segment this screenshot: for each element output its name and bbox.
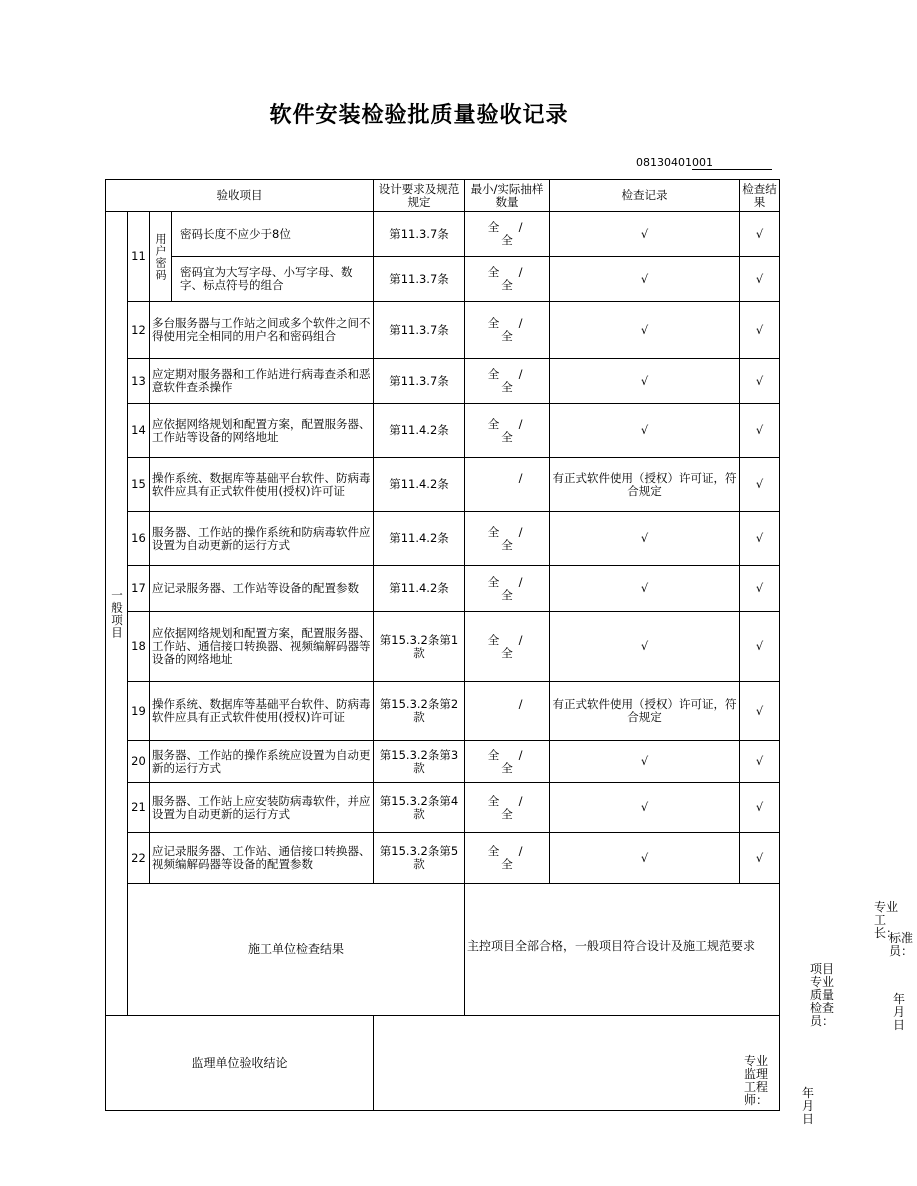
row-spec: 第15.3.2条第2款	[374, 682, 465, 741]
row-description: 多台服务器与工作站之间或多个软件之间不得使用完全相同的用户名和密码组合	[150, 302, 374, 359]
row-record: √	[550, 741, 740, 783]
row-result: √	[740, 612, 780, 682]
row-spec: 第11.4.2条	[374, 566, 465, 612]
row-sample	[465, 404, 550, 458]
sample-separator: /	[518, 470, 523, 485]
row-number: 19	[128, 682, 150, 741]
row-result: √	[740, 783, 780, 833]
sample-separator: /	[518, 844, 523, 858]
header-sample: 最小/实际抽样数量	[465, 180, 550, 212]
row-record: √	[550, 512, 740, 566]
table-row	[106, 359, 780, 404]
document-number-code: 08130401	[636, 156, 692, 169]
row-description: 操作系统、数据库等基础平台软件、防病毒软件应具有正式软件使用(授权)许可证	[150, 458, 374, 512]
sample-separator: /	[518, 747, 523, 762]
row-sample	[465, 257, 550, 302]
page-title: 软件安装检验批质量验收记录	[269, 103, 569, 128]
header-result: 检查结果	[740, 180, 780, 212]
sample-min: 全	[487, 524, 500, 539]
sample-actual: 全	[501, 806, 513, 821]
sample-separator: /	[518, 793, 523, 808]
table-row	[106, 257, 780, 302]
sample-min: 全	[487, 416, 500, 431]
table-row	[106, 783, 780, 833]
foreman-label: 专业工长：	[874, 900, 899, 940]
row-result: √	[740, 682, 780, 741]
row-result: √	[740, 359, 780, 404]
sample-min: 全	[487, 574, 500, 589]
row-result: √	[740, 458, 780, 512]
document-number	[636, 156, 772, 170]
row-number: 18	[128, 612, 150, 682]
sample-actual: 全	[501, 537, 513, 552]
row-number: 13	[128, 359, 150, 404]
row-number: 12	[128, 302, 150, 359]
sample-separator: /	[518, 416, 523, 431]
row-number: 21	[128, 783, 150, 833]
row-spec: 第11.4.2条	[374, 458, 465, 512]
supervision-date: 年 月 日	[802, 1086, 827, 1126]
row-record: √	[550, 359, 740, 404]
row-spec: 第15.3.2条第5款	[374, 833, 465, 884]
table-row	[106, 833, 780, 884]
row-sample	[465, 783, 550, 833]
row-description: 应记录服务器、工作站等设备的配置参数	[150, 566, 374, 612]
sample-separator: /	[518, 697, 523, 711]
row-description: 应依据网络规划和配置方案，配置服务器、工作站等设备的网络地址	[150, 404, 374, 458]
sample-separator: /	[518, 524, 523, 539]
table-row	[106, 302, 780, 359]
row-sample	[465, 512, 550, 566]
row-sample	[465, 682, 550, 741]
supervising-engineer-label: 专业监理工程师：	[744, 1054, 769, 1107]
sample-separator: /	[518, 265, 523, 279]
row-record: √	[550, 404, 740, 458]
row-record: √	[550, 612, 740, 682]
row-number: 15	[128, 458, 150, 512]
table-row	[106, 458, 780, 512]
row-description: 服务器、工作站的操作系统应设置为自动更新的运行方式	[150, 741, 374, 783]
row-record: √	[550, 783, 740, 833]
row-record: √	[550, 302, 740, 359]
row-record: 有正式软件使用（授权）许可证，符合规定	[550, 458, 740, 512]
row-sample	[465, 359, 550, 404]
document-number-suffix: 001	[692, 156, 772, 170]
row-spec: 第15.3.2条第1款	[374, 612, 465, 682]
table-header-row	[106, 180, 780, 212]
row-spec: 第15.3.2条第3款	[374, 741, 465, 783]
sample-min: 全	[487, 793, 500, 808]
table-row	[106, 566, 780, 612]
category-label: 一般项目	[106, 212, 128, 1016]
construction-label: 施工单位检查结果	[128, 884, 465, 1016]
table-row	[106, 612, 780, 682]
row-record: √	[550, 833, 740, 884]
sample-actual: 全	[501, 329, 513, 343]
row-sample	[465, 458, 550, 512]
row-description: 操作系统、数据库等基础平台软件、防病毒软件应具有正式软件使用(授权)许可证	[150, 682, 374, 741]
standard-officer-label: 标准员：	[889, 931, 914, 958]
sample-actual: 全	[501, 760, 513, 775]
table-row	[106, 682, 780, 741]
sample-actual: 全	[501, 380, 513, 394]
sample-actual: 全	[501, 645, 513, 660]
row-number: 14	[128, 404, 150, 458]
sample-separator: /	[518, 632, 523, 647]
row-description: 应记录服务器、工作站、通信接口转换器、视频编解码器等设备的配置参数	[150, 833, 374, 884]
group-label: 用户密码	[150, 212, 172, 302]
sample-separator: /	[518, 367, 523, 381]
row-description: 密码长度不应少于8位	[172, 212, 374, 257]
inspection-table	[105, 179, 917, 1126]
sample-min: 全	[487, 844, 500, 858]
sample-min: 全	[487, 265, 500, 279]
construction-row	[106, 884, 780, 1016]
sample-min: 全	[487, 367, 500, 381]
row-spec: 第11.3.7条	[374, 359, 465, 404]
header-record: 检查记录	[550, 180, 740, 212]
row-result: √	[740, 566, 780, 612]
row-result: √	[740, 741, 780, 783]
sample-separator: /	[518, 316, 523, 330]
row-description: 服务器、工作站上应安装防病毒软件，并应设置为自动更新的运行方式	[150, 783, 374, 833]
header-design: 设计要求及规范规定	[374, 180, 465, 212]
table-row	[106, 212, 780, 257]
row-number: 20	[128, 741, 150, 783]
construction-content	[465, 884, 917, 1032]
construction-date: 年 月 日	[893, 992, 917, 1032]
construction-conclusion: 主控项目全部合格，一般项目符合设计及施工规范要求	[467, 939, 756, 953]
sample-actual: 全	[501, 278, 513, 292]
row-sample	[465, 302, 550, 359]
sample-separator: /	[518, 574, 523, 589]
sample-actual: 全	[501, 857, 513, 871]
row-record: √	[550, 566, 740, 612]
row-number: 22	[128, 833, 150, 884]
row-spec: 第11.4.2条	[374, 512, 465, 566]
sample-min: 全	[487, 316, 500, 330]
table-row	[106, 741, 780, 783]
row-spec: 第11.4.2条	[374, 404, 465, 458]
sample-actual: 全	[501, 587, 513, 602]
header-item: 验收项目	[106, 180, 374, 212]
table-row	[106, 512, 780, 566]
row-description: 密码宜为大写字母、小写字母、数字、标点符号的组合	[172, 257, 374, 302]
sample-actual: 全	[501, 233, 513, 247]
quality-inspector-label: 项目专业质量检查员：	[810, 962, 835, 1028]
row-number: 16	[128, 512, 150, 566]
supervision-row	[106, 1016, 780, 1111]
row-description: 服务器、工作站的操作系统和防病毒软件应设置为自动更新的运行方式	[150, 512, 374, 566]
row-result: √	[740, 212, 780, 257]
row-record: √	[550, 212, 740, 257]
sample-separator: /	[518, 220, 523, 234]
row-spec: 第11.3.7条	[374, 302, 465, 359]
row-sample	[465, 566, 550, 612]
row-result: √	[740, 404, 780, 458]
row-sample	[465, 741, 550, 783]
table-row	[106, 404, 780, 458]
supervision-content	[374, 1016, 827, 1126]
row-record: 有正式软件使用（授权）许可证，符合规定	[550, 682, 740, 741]
supervision-label: 监理单位验收结论	[106, 1016, 374, 1111]
sample-min: 全	[487, 220, 500, 234]
row-result: √	[740, 302, 780, 359]
sample-actual: 全	[501, 429, 513, 444]
sample-min: 全	[487, 747, 500, 762]
row-description: 应定期对服务器和工作站进行病毒查杀和恶意软件查杀操作	[150, 359, 374, 404]
row-spec: 第15.3.2条第4款	[374, 783, 465, 833]
row-result: √	[740, 257, 780, 302]
row-result: √	[740, 833, 780, 884]
row-record: √	[550, 257, 740, 302]
row-spec: 第11.3.7条	[374, 212, 465, 257]
row-sample	[465, 833, 550, 884]
row-spec: 第11.3.7条	[374, 257, 465, 302]
row-number: 11	[128, 212, 150, 302]
row-sample	[465, 612, 550, 682]
row-result: √	[740, 512, 780, 566]
row-sample	[465, 212, 550, 257]
sample-min: 全	[487, 632, 500, 647]
row-number: 17	[128, 566, 150, 612]
row-description: 应依据网络规划和配置方案，配置服务器、工作站、通信接口转换器、视频编解码器等设备的网络地址	[150, 612, 374, 682]
